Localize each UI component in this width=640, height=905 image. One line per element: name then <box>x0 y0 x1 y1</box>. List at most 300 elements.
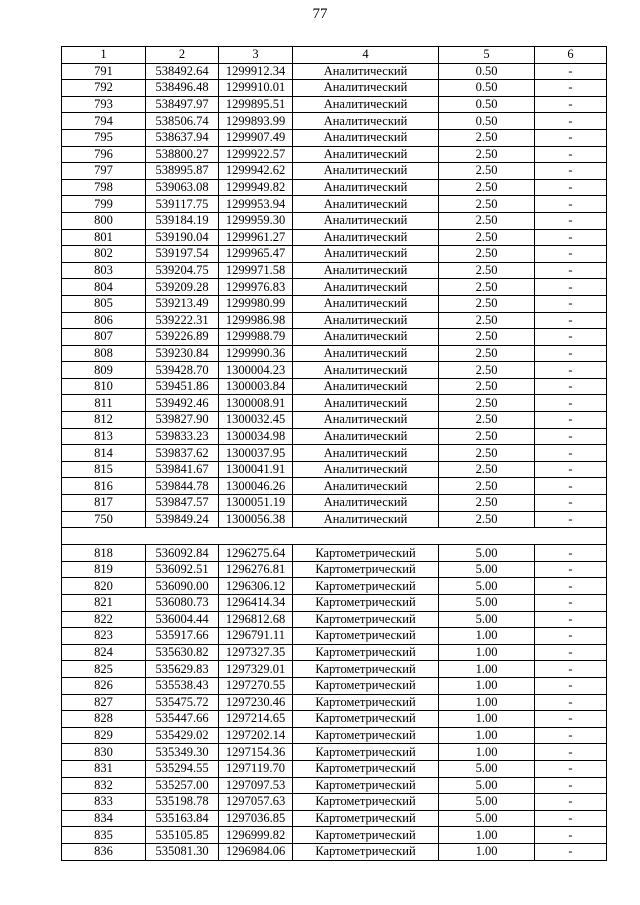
table-cell: 1300041.91 <box>219 461 293 478</box>
table-row <box>62 329 607 346</box>
table-cell: - <box>535 80 607 97</box>
group-separator-row <box>62 528 607 545</box>
table-cell: 1299953.94 <box>219 196 293 213</box>
table-cell: 833 <box>62 794 146 811</box>
table-cell: 538637.94 <box>146 129 219 146</box>
table-cell: 2.50 <box>439 395 535 412</box>
table-cell: Аналитический <box>293 362 439 379</box>
table-cell: Картометрический <box>293 578 439 595</box>
table-cell: Аналитический <box>293 63 439 80</box>
table-cell: Картометрический <box>293 545 439 562</box>
table-cell: 535081.30 <box>146 843 219 860</box>
table-cell: Аналитический <box>293 163 439 180</box>
table-cell: Аналитический <box>293 312 439 329</box>
table-cell: 539844.78 <box>146 478 219 495</box>
table-cell: Аналитический <box>293 96 439 113</box>
table-cell: Аналитический <box>293 478 439 495</box>
table-cell: - <box>535 561 607 578</box>
table-cell: 1.00 <box>439 827 535 844</box>
table-cell: 539117.75 <box>146 196 219 213</box>
table-cell: 1300051.19 <box>219 495 293 512</box>
table-cell: 1299912.34 <box>219 63 293 80</box>
table-cell: 2.50 <box>439 279 535 296</box>
table-cell: 5.00 <box>439 810 535 827</box>
table-cell: 535447.66 <box>146 711 219 728</box>
table-cell: 1300032.45 <box>219 412 293 429</box>
table-cell: 535198.78 <box>146 794 219 811</box>
table-cell: - <box>535 827 607 844</box>
table-cell: 538497.97 <box>146 96 219 113</box>
table-cell: Картометрический <box>293 595 439 612</box>
table-cell: 1.00 <box>439 843 535 860</box>
table-row <box>62 345 607 362</box>
table-cell: 1300037.95 <box>219 445 293 462</box>
table-cell: 539428.70 <box>146 362 219 379</box>
table-cell: - <box>535 677 607 694</box>
table-cell: Картометрический <box>293 744 439 761</box>
page-number: 77 <box>312 6 328 22</box>
table-row <box>62 362 607 379</box>
table-row <box>62 129 607 146</box>
table-cell: 815 <box>62 461 146 478</box>
table-cell: - <box>535 461 607 478</box>
table-cell: 1299971.58 <box>219 262 293 279</box>
table-cell: 1297057.63 <box>219 794 293 811</box>
table-cell: 1296999.82 <box>219 827 293 844</box>
table-row <box>62 212 607 229</box>
table-cell: Картометрический <box>293 711 439 728</box>
table-cell: 2.50 <box>439 362 535 379</box>
table-row <box>62 495 607 512</box>
table-cell: 832 <box>62 777 146 794</box>
table-cell: 535475.72 <box>146 694 219 711</box>
table-cell: 1299990.36 <box>219 345 293 362</box>
table-cell: - <box>535 595 607 612</box>
table-cell: 536080.73 <box>146 595 219 612</box>
table-row <box>62 578 607 595</box>
table-cell: Аналитический <box>293 329 439 346</box>
table-cell: 538506.74 <box>146 113 219 130</box>
table-cell: 1297327.35 <box>219 644 293 661</box>
table-cell: - <box>535 777 607 794</box>
table-cell: 1296791.11 <box>219 628 293 645</box>
table-cell: - <box>535 63 607 80</box>
table-cell: 539827.90 <box>146 412 219 429</box>
table-cell: 800 <box>62 212 146 229</box>
table-cell: 1297154.36 <box>219 744 293 761</box>
table-row <box>62 727 607 744</box>
table-cell: 820 <box>62 578 146 595</box>
table-cell: Аналитический <box>293 80 439 97</box>
column-header: 2 <box>146 47 219 64</box>
table-row <box>62 711 607 728</box>
table-cell: 1297097.53 <box>219 777 293 794</box>
coordinates-table <box>61 46 607 861</box>
table-cell: Аналитический <box>293 246 439 263</box>
table-cell: 539209.28 <box>146 279 219 296</box>
table-cell: 5.00 <box>439 777 535 794</box>
table-cell: 1.00 <box>439 744 535 761</box>
table-row <box>62 113 607 130</box>
table-cell: Картометрический <box>293 628 439 645</box>
table-cell: 2.50 <box>439 312 535 329</box>
table-cell: 5.00 <box>439 611 535 628</box>
table-cell: 1299961.27 <box>219 229 293 246</box>
table-cell: 2.50 <box>439 229 535 246</box>
table-row <box>62 694 607 711</box>
table-cell: 791 <box>62 63 146 80</box>
table-cell: 805 <box>62 295 146 312</box>
table-cell: 831 <box>62 760 146 777</box>
table-cell: 828 <box>62 711 146 728</box>
table-cell: - <box>535 129 607 146</box>
table-cell: 836 <box>62 843 146 860</box>
table-cell: 1299980.99 <box>219 295 293 312</box>
table-cell: - <box>535 146 607 163</box>
column-header: 5 <box>439 47 535 64</box>
table-cell: 535429.02 <box>146 727 219 744</box>
table-cell: 535163.84 <box>146 810 219 827</box>
table-cell: 1.00 <box>439 711 535 728</box>
table-cell: 792 <box>62 80 146 97</box>
table-cell: - <box>535 644 607 661</box>
table-cell: - <box>535 279 607 296</box>
table-cell: 830 <box>62 744 146 761</box>
table-cell: Картометрический <box>293 760 439 777</box>
table-cell: 2.50 <box>439 246 535 263</box>
table-cell: - <box>535 628 607 645</box>
table-cell: 1299976.83 <box>219 279 293 296</box>
table-cell: 536092.84 <box>146 545 219 562</box>
table-cell: 539230.84 <box>146 345 219 362</box>
table-cell: 2.50 <box>439 461 535 478</box>
table-cell: 806 <box>62 312 146 329</box>
table-cell: 539213.49 <box>146 295 219 312</box>
table-cell: 825 <box>62 661 146 678</box>
table-row <box>62 628 607 645</box>
table-cell: Аналитический <box>293 428 439 445</box>
table-cell: - <box>535 362 607 379</box>
table-cell: - <box>535 246 607 263</box>
table-cell: 5.00 <box>439 578 535 595</box>
table-cell: 2.50 <box>439 345 535 362</box>
table-cell: 2.50 <box>439 146 535 163</box>
table-cell: 2.50 <box>439 428 535 445</box>
table-row <box>62 262 607 279</box>
table-cell: 1300046.26 <box>219 478 293 495</box>
table-cell: 539849.24 <box>146 511 219 528</box>
table-cell: 539492.46 <box>146 395 219 412</box>
table-cell: 539204.75 <box>146 262 219 279</box>
table-cell: 1296276.81 <box>219 561 293 578</box>
table-row <box>62 295 607 312</box>
table-cell: 2.50 <box>439 412 535 429</box>
table-row <box>62 146 607 163</box>
table-cell: - <box>535 744 607 761</box>
table-header-row <box>62 47 607 64</box>
table-cell: 1300034.98 <box>219 428 293 445</box>
table-cell: 0.50 <box>439 63 535 80</box>
table-row <box>62 661 607 678</box>
table-cell: 539841.67 <box>146 461 219 478</box>
table-cell: Картометрический <box>293 827 439 844</box>
table-cell: 535629.83 <box>146 661 219 678</box>
table-cell: 824 <box>62 644 146 661</box>
table-cell: Картометрический <box>293 677 439 694</box>
table-cell: 535349.30 <box>146 744 219 761</box>
table-cell: 819 <box>62 561 146 578</box>
table-cell: Аналитический <box>293 229 439 246</box>
table-cell: 539222.31 <box>146 312 219 329</box>
table-row <box>62 810 607 827</box>
table-cell: 1297270.55 <box>219 677 293 694</box>
table-row <box>62 179 607 196</box>
table-cell: 826 <box>62 677 146 694</box>
table-cell: 794 <box>62 113 146 130</box>
table-cell: 538800.27 <box>146 146 219 163</box>
table-cell: 539197.54 <box>146 246 219 263</box>
table-cell: 1297230.46 <box>219 694 293 711</box>
table-cell: 5.00 <box>439 561 535 578</box>
column-header: 3 <box>219 47 293 64</box>
table-cell: - <box>535 810 607 827</box>
table-cell: 834 <box>62 810 146 827</box>
table-cell: 1.00 <box>439 628 535 645</box>
table-cell: - <box>535 395 607 412</box>
table-cell: - <box>535 611 607 628</box>
table-cell: 2.50 <box>439 129 535 146</box>
table-cell: 539063.08 <box>146 179 219 196</box>
table-row <box>62 279 607 296</box>
table-cell: - <box>535 545 607 562</box>
table-cell: - <box>535 694 607 711</box>
table-cell: 2.50 <box>439 445 535 462</box>
table-cell: 2.50 <box>439 262 535 279</box>
table-row <box>62 445 607 462</box>
table-row <box>62 827 607 844</box>
table-row <box>62 511 607 528</box>
table-cell: 1299949.82 <box>219 179 293 196</box>
column-header: 1 <box>62 47 146 64</box>
table-cell: - <box>535 727 607 744</box>
table-cell: 2.50 <box>439 163 535 180</box>
table-cell: - <box>535 794 607 811</box>
table-cell: Картометрический <box>293 810 439 827</box>
table-cell: 750 <box>62 511 146 528</box>
table-cell: 1299922.57 <box>219 146 293 163</box>
table-cell: Картометрический <box>293 843 439 860</box>
table-cell: - <box>535 229 607 246</box>
table-cell: 0.50 <box>439 80 535 97</box>
table-cell: 1300004.23 <box>219 362 293 379</box>
table-cell: 1297202.14 <box>219 727 293 744</box>
table-row <box>62 595 607 612</box>
table-cell: - <box>535 345 607 362</box>
table-cell: Аналитический <box>293 262 439 279</box>
table-cell: 807 <box>62 329 146 346</box>
table-cell: Картометрический <box>293 777 439 794</box>
table-cell: 821 <box>62 595 146 612</box>
table-cell: 835 <box>62 827 146 844</box>
table-cell: 812 <box>62 412 146 429</box>
column-header: 4 <box>293 47 439 64</box>
table-cell: - <box>535 262 607 279</box>
table-cell: 795 <box>62 129 146 146</box>
table-cell: 1299907.49 <box>219 129 293 146</box>
table-cell: 802 <box>62 246 146 263</box>
table-cell: Картометрический <box>293 727 439 744</box>
table-cell: 2.50 <box>439 212 535 229</box>
table-cell: 0.50 <box>439 96 535 113</box>
table-cell: Аналитический <box>293 445 439 462</box>
table-cell: 2.50 <box>439 329 535 346</box>
table-row <box>62 96 607 113</box>
table-cell: Аналитический <box>293 511 439 528</box>
table-cell: 1.00 <box>439 677 535 694</box>
table-cell: 801 <box>62 229 146 246</box>
table-cell: 2.50 <box>439 378 535 395</box>
table-cell: - <box>535 661 607 678</box>
table-cell: - <box>535 578 607 595</box>
table-cell: 798 <box>62 179 146 196</box>
table-cell: 793 <box>62 96 146 113</box>
table-cell: 538995.87 <box>146 163 219 180</box>
table-row <box>62 428 607 445</box>
table-cell: 823 <box>62 628 146 645</box>
table-cell: 1296984.06 <box>219 843 293 860</box>
table-cell: - <box>535 495 607 512</box>
table-cell: - <box>535 212 607 229</box>
table-cell: 796 <box>62 146 146 163</box>
table-cell: 539847.57 <box>146 495 219 512</box>
table-cell: 810 <box>62 378 146 395</box>
table-cell: 2.50 <box>439 478 535 495</box>
table-cell: - <box>535 329 607 346</box>
table-row <box>62 843 607 860</box>
table-cell: 1297119.70 <box>219 760 293 777</box>
table-cell: 1.00 <box>439 727 535 744</box>
table-cell: 804 <box>62 279 146 296</box>
table-cell: - <box>535 163 607 180</box>
table-cell: 822 <box>62 611 146 628</box>
table-cell: Аналитический <box>293 461 439 478</box>
table-row <box>62 63 607 80</box>
table-cell: 827 <box>62 694 146 711</box>
table-cell: Картометрический <box>293 694 439 711</box>
table-cell: Аналитический <box>293 279 439 296</box>
table-cell: 536092.51 <box>146 561 219 578</box>
table-cell: 0.50 <box>439 113 535 130</box>
table-cell: - <box>535 96 607 113</box>
table-cell: 2.50 <box>439 295 535 312</box>
table-cell: 1.00 <box>439 694 535 711</box>
table-cell: 5.00 <box>439 545 535 562</box>
table-row <box>62 163 607 180</box>
table-cell: 539190.04 <box>146 229 219 246</box>
table-cell: - <box>535 760 607 777</box>
table-cell: 1.00 <box>439 644 535 661</box>
table-cell: 5.00 <box>439 595 535 612</box>
table-cell: 2.50 <box>439 179 535 196</box>
table-cell: Картометрический <box>293 561 439 578</box>
table-cell: 1299965.47 <box>219 246 293 263</box>
table-cell: 1297214.65 <box>219 711 293 728</box>
table-cell: 1300056.38 <box>219 511 293 528</box>
table-cell: 536004.44 <box>146 611 219 628</box>
table-cell: Картометрический <box>293 611 439 628</box>
table-cell: 808 <box>62 345 146 362</box>
table-cell: - <box>535 295 607 312</box>
table-cell: 539837.62 <box>146 445 219 462</box>
column-header: 6 <box>535 47 607 64</box>
table-cell: 1296275.64 <box>219 545 293 562</box>
table-row <box>62 794 607 811</box>
table-row <box>62 229 607 246</box>
table-cell: 2.50 <box>439 495 535 512</box>
table-cell: Аналитический <box>293 495 439 512</box>
table-cell: 1299942.62 <box>219 163 293 180</box>
table-cell: 1299910.01 <box>219 80 293 97</box>
table-cell: 535630.82 <box>146 644 219 661</box>
table-cell: - <box>535 711 607 728</box>
table-cell: 1297329.01 <box>219 661 293 678</box>
table-cell: 5.00 <box>439 794 535 811</box>
table-cell: 1299986.98 <box>219 312 293 329</box>
table-cell: Аналитический <box>293 196 439 213</box>
table-cell: 1296812.68 <box>219 611 293 628</box>
table-cell: - <box>535 412 607 429</box>
table-cell: 799 <box>62 196 146 213</box>
table-cell: 1296414.34 <box>219 595 293 612</box>
table-cell: - <box>535 312 607 329</box>
table-cell: 1299893.99 <box>219 113 293 130</box>
separator-cell <box>62 528 607 545</box>
table-cell: 1296306.12 <box>219 578 293 595</box>
table-cell: Аналитический <box>293 345 439 362</box>
table-cell: 1300008.91 <box>219 395 293 412</box>
table-cell: 2.50 <box>439 196 535 213</box>
table-cell: - <box>535 378 607 395</box>
table-cell: 536090.00 <box>146 578 219 595</box>
table-row <box>62 246 607 263</box>
table-cell: Аналитический <box>293 378 439 395</box>
table-cell: - <box>535 445 607 462</box>
table-cell: 803 <box>62 262 146 279</box>
table-cell: 535917.66 <box>146 628 219 645</box>
table-cell: - <box>535 179 607 196</box>
table-cell: 818 <box>62 545 146 562</box>
table-row <box>62 478 607 495</box>
table-cell: 1299959.30 <box>219 212 293 229</box>
table-cell: - <box>535 113 607 130</box>
table-row <box>62 395 607 412</box>
table-row <box>62 412 607 429</box>
table-row <box>62 611 607 628</box>
table-cell: 1297036.85 <box>219 810 293 827</box>
table-cell: Аналитический <box>293 129 439 146</box>
table-cell: 539451.86 <box>146 378 219 395</box>
table-cell: - <box>535 843 607 860</box>
table-cell: 813 <box>62 428 146 445</box>
table-cell: 1300003.84 <box>219 378 293 395</box>
table-cell: 538496.48 <box>146 80 219 97</box>
table-cell: 539226.89 <box>146 329 219 346</box>
table-cell: - <box>535 511 607 528</box>
table-row <box>62 545 607 562</box>
table-row <box>62 196 607 213</box>
table-cell: 814 <box>62 445 146 462</box>
table-cell: 1299895.51 <box>219 96 293 113</box>
